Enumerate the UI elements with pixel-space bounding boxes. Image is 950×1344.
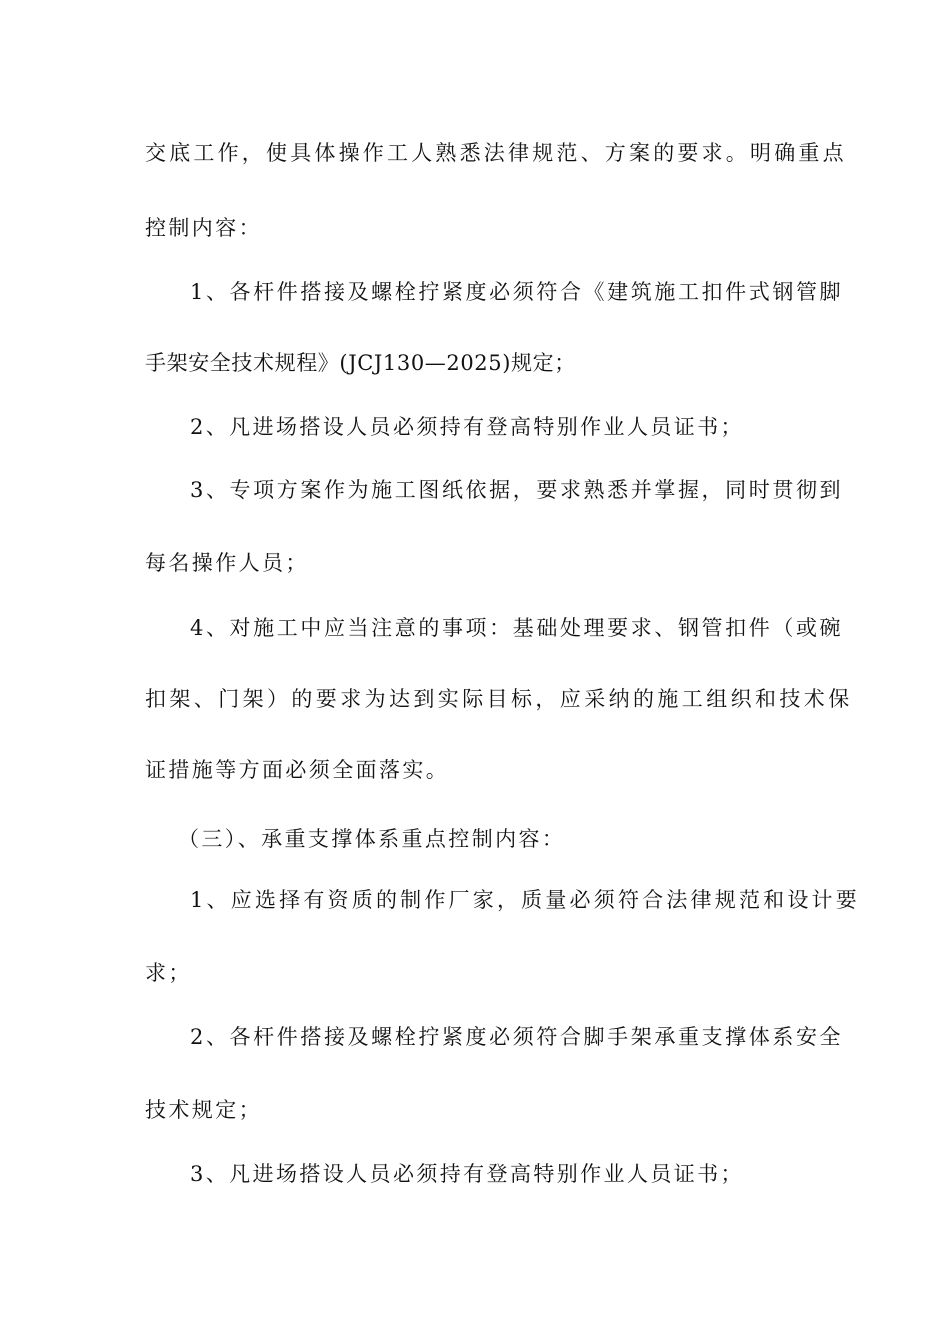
list-item-line: 求； [145, 961, 192, 985]
list-item-line: 1、应选择有资质的制作厂家，质量必须符合法律规范和设计要 [190, 888, 860, 912]
list-item-line: 4、对施工中应当注意的事项：基础处理要求、钢管扣件（或碗 [190, 616, 844, 640]
paragraph-line: 控制内容： [145, 216, 262, 240]
section-heading: （三）、承重支撑体系重点控制内容： [178, 827, 566, 851]
paragraph-line: 交底工作，使具体操作工人熟悉法律规范、方案的要求。明确重点 [145, 141, 847, 165]
list-item-line: 3、专项方案作为施工图纸依据，要求熟悉并掌握，同时贯彻到 [190, 478, 844, 502]
list-item-line: 1、各杆件搭接及螺栓拧紧度必须符合《建筑施工扣件式钢管脚 [190, 280, 844, 304]
list-item-line: 3、凡进场搭设人员必须持有登高特别作业人员证书； [190, 1162, 744, 1186]
list-item-line: 手架安全技术规程》(JCJ130—2025)规定； [145, 351, 576, 375]
list-item-line: 证措施等方面必须全面落实。 [145, 758, 450, 782]
list-item-line: 技术规定； [145, 1098, 262, 1122]
list-item-line: 扣架、门架）的要求为达到实际目标，应采纳的施工组织和技术保 [145, 687, 853, 711]
list-item-line: 每名操作人员； [145, 551, 309, 575]
list-item-line: 2、各杆件搭接及螺栓拧紧度必须符合脚手架承重支撑体系安全 [190, 1025, 844, 1049]
list-item-line: 2、凡进场搭设人员必须持有登高特别作业人员证书； [190, 415, 744, 439]
